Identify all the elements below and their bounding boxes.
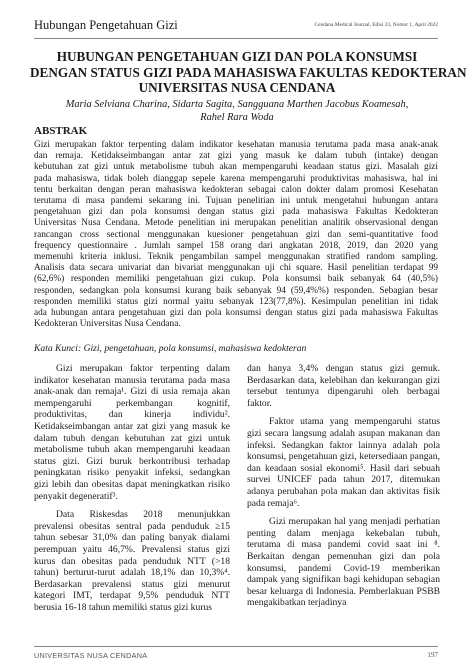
abstract-line: tentu berkaitan dengan peran mahasiswa kedokteran sebagai calon dokter dalam promosi Kesehatan (34, 184, 438, 195)
authors-line-1: Maria Selviana Charina, Sidarta Sagita, Sangguana Marthen Jacobus Koamesah, (65, 99, 409, 110)
abstract-line: Gizi merupakan faktor terpenting dalam indikator kesehatan manusia terutama pada masa anak-anak (34, 140, 438, 150)
author-list (30, 98, 444, 124)
page-number: 197 (427, 651, 438, 659)
abstract-line: (62,6%) responden memiliki pengetahuan gizi cukup. Pola konsumsi baik sebanyak 64 (40,5%) (34, 274, 438, 285)
footer-divider (34, 646, 438, 647)
abstract-line: memenuhi kriteria inklusi. Teknik pengambilan sampel menggunakan stratified random sampling. (34, 252, 438, 263)
abstract-line: Universitas Nusa Cendana. Metode penelitian ini merupakan penelitian analitik observasional dengan (34, 218, 438, 229)
body-column-right (247, 363, 440, 616)
header-divider (34, 38, 438, 39)
body-paragraph: Faktor utama yang mempengaruhi status gizi secara langsung adalah asupan makanan dan infeksi. Sedangkan faktor lainnya adalah pola konsumsi, pengetahuan gizi, ketersediaan pangan, dan keadaan sosial ekonomi⁵. Hasil dari sebuah survei UNICEF pada tahun 2017, ditemukan adanya perubahan pola makan dan aktivitas fisik pada remaja⁶. (247, 416, 440, 509)
abstract-line: responden, sedangkan pola konsumsi kurang baik sebanyak 94 (59,4%%) responden. Sebagian besar (34, 285, 438, 296)
title-line-3: UNIVERSITAS NUSA CENDANA (138, 80, 336, 95)
abstract-line: kebutuhan zat gizi untuk metabolisme tubuh akan mempengaruhi keadaan status gizi. Masalah gizi (34, 162, 438, 173)
abstract-line: rancangan cross sectional menggunakan kuesioner pengetahuan gizi dan semi-quantitative food (34, 229, 438, 240)
abstract-line: ada hubungan antara pengetahuan gizi dan pola konsumsi dengan status gizi pada mahasiswa Fakultas (34, 308, 438, 319)
authors-line-2: Rahel Rara Woda (200, 112, 274, 123)
keywords: Kata Kunci: Gizi, pengetahuan, pola konsumsi, mahasiswa kedokteran (34, 343, 307, 354)
body-paragraph: Gizi merupakan hal yang menjadi perhatian penting dalam menjaga kekebalan tubuh, terutama di masa pandemi covid saat ini ⁸. Berkaitan dengan pemenuhan gizi dan pola konsumsi, pandemi Covid-19 memberikan dampak yang signifikan bagi kehidupan sebagian besar keluarga di Indonesia. Pemberlakuan PSBB mengakibatkan terjadinya (247, 516, 440, 609)
abstract-line: responden memiliki status gizi normal yaitu sebanyak 123(77,8%). Kesimpulan penelitian ini tidak (34, 296, 438, 307)
body-column-left (34, 363, 230, 620)
title-line-2: DENGAN STATUS GIZI PADA MAHASISWA FAKULTAS KEDOKTERAN (30, 64, 467, 80)
abstract-body (34, 140, 438, 330)
abstract-heading: ABSTRAK (34, 125, 88, 137)
abstract-line: dan remaja. Ketidakseimbangan antar zat gizi yang masuk ke dalam tubuh (intake) dengan (34, 151, 438, 162)
body-paragraph: Gizi merupakan faktor terpenting dalam indikator kesehatan manusia terutama pada masa anak-anak dan remaja¹. Gizi di usia remaja akan mempengaruhi perkembangan kognitif, produktivitas, dan kinerja individu². Ketidakseimbangan antar zat gizi yang masuk ke dalam tubuh dengan kebutuhan zat gizi untuk metabolisme tubuh akan mempengaruhi keadaan status gizi. Gizi buruk berkontribusi terhadap peningkatan risiko penyakit infeksi, sedangkan gizi lebih dan obesitas dapat meningkatkan risiko penyakit degeneratif³. (34, 363, 230, 502)
body-paragraph: dan hanya 3,4% dengan status gizi gemuk. Berdasarkan data, kelebihan dan kekurangan gizi tersebut tentunya dipengaruhi oleh berbagai faktor. (247, 363, 440, 409)
abstract-line: Analisis data secara univariat dan bivariat menggunakan uji chi square. Hasil penelitian terdapat 99 (34, 263, 438, 274)
abstract-line: pada mahasiswa, tidak boleh dianggap sepele karena mempengaruhi produktivitas mahasiswa, hal ini (34, 173, 438, 184)
abstract-line: terutama di masa pandemi sekarang ini. Tujuan penelitian ini untuk mengetahui hubungan antara (34, 196, 438, 207)
footer-institution: UNIVERSITAS NUSA CENDANA (34, 651, 148, 660)
journal-citation: Cendana Medical Journal, Edisi 23, Nomor 1, April 2022 (314, 22, 438, 28)
body-paragraph: Data Riskesdas 2018 menunjukkan prevalensi obesitas sentral pada penduduk ≥15 tahun sebesar 31,0% dan paling banyak dialami perempuan yaitu 46,7%. Prevalensi status gizi kurus dan obesitas pada penduduk NTT (>18 tahun) berturut-turut adalah 18,1% dan 10,3%⁴. Berdasarkan prevalensi status gizi menurut kategori IMT, terdapat 9,5% penduduk NTT berusia 16-18 tahun memiliki status gizi kurus (34, 509, 230, 613)
abstract-line: pengetahuan gizi dan pola konsumsi dengan status gizi pada mahasiswa Fakultas Kedokteran (34, 207, 438, 218)
title-line-1: HUBUNGAN PENGETAHUAN GIZI DAN POLA KONSUMSI (56, 49, 418, 64)
running-header-title: Hubungan Pengetahuan Gizi (34, 18, 178, 32)
article-title (30, 49, 467, 96)
abstract-line: Kedokteran Universitas Nusa Cendana. (34, 319, 181, 330)
abstract-line: frequency questionnaire . Jumlah sampel 158 orang dari angkatan 2018, 2019, dan 2020 yang (34, 240, 438, 251)
